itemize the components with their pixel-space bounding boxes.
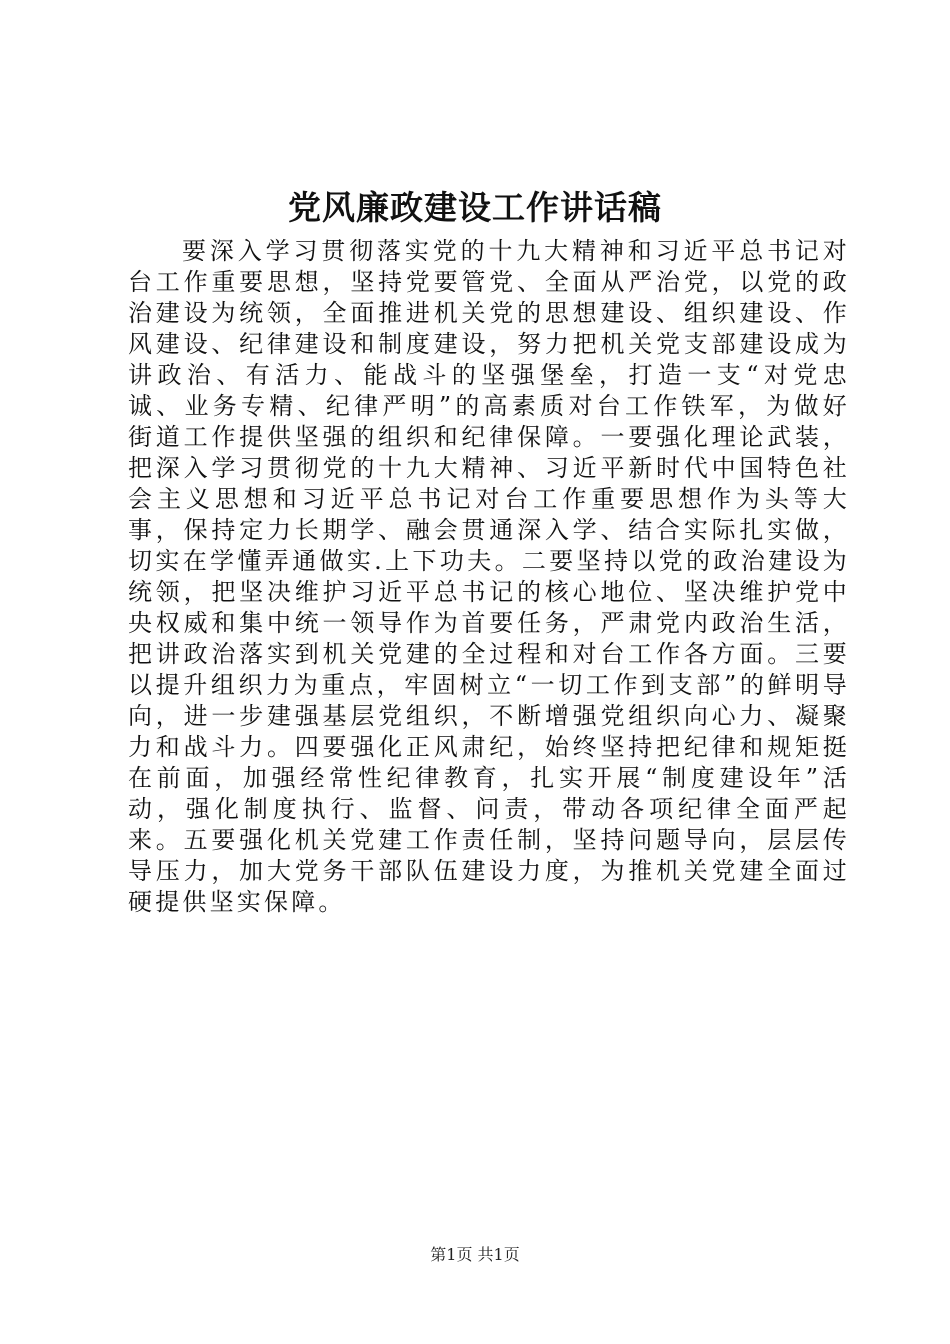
document-title: 党风廉政建设工作讲话稿 xyxy=(288,188,662,227)
document-body xyxy=(128,236,850,918)
page-footer: 第1页 共1页 xyxy=(430,1245,520,1264)
body-paragraph: 要深入学习贯彻落实党的十九大精神和习近平总书记对台工作重要思想，坚持党要管党、全面从严治党，以党的政治建设为统领，全面推进机关党的思想建设、组织建设、作风建设、纪律建设和制度建设，努力把机关党支部建设成为讲政治、有活力、能战斗的坚强堡垒，打造一支“对党忠诚、业务专精、纪律严明”的高素质对台工作铁军，为做好街道工作提供坚强的组织和纪律保障。一要强化理论武装，把深入学习贯彻党的十九大精神、习近平新时代中国特色社会主义思想和习近平总书记对台工作重要思想作为头等大事，保持定力长期学、融会贯通深入学、结合实际扎实做，切实在学懂弄通做实.上下功夫。二要坚持以党的政治建设为统领，把坚决维护习近平总书记的核心地位、坚决维护党中央权威和集中统一领导作为首要任务，严肃党内政治生活，把讲政治落实到机关党建的全过程和对台工作各方面。三要以提升组织力为重点，牢固树立“一切工作到支部”的鲜明导向，进一步建强基层党组织，不断增强党组织向心力、凝聚力和战斗力。四要强化正风肃纪，始终坚持把纪律和规矩挺在前面，加强经常性纪律教育，扎实开展“制度建设年”活动，强化制度执行、监督、问责，带动各项纪律全面严起来。五要强化机关党建工作责任制，坚持问题导向，层层传导压力，加大党务干部队伍建设力度，为推机关党建全面过硬提供坚实保障。 xyxy=(128,237,850,916)
